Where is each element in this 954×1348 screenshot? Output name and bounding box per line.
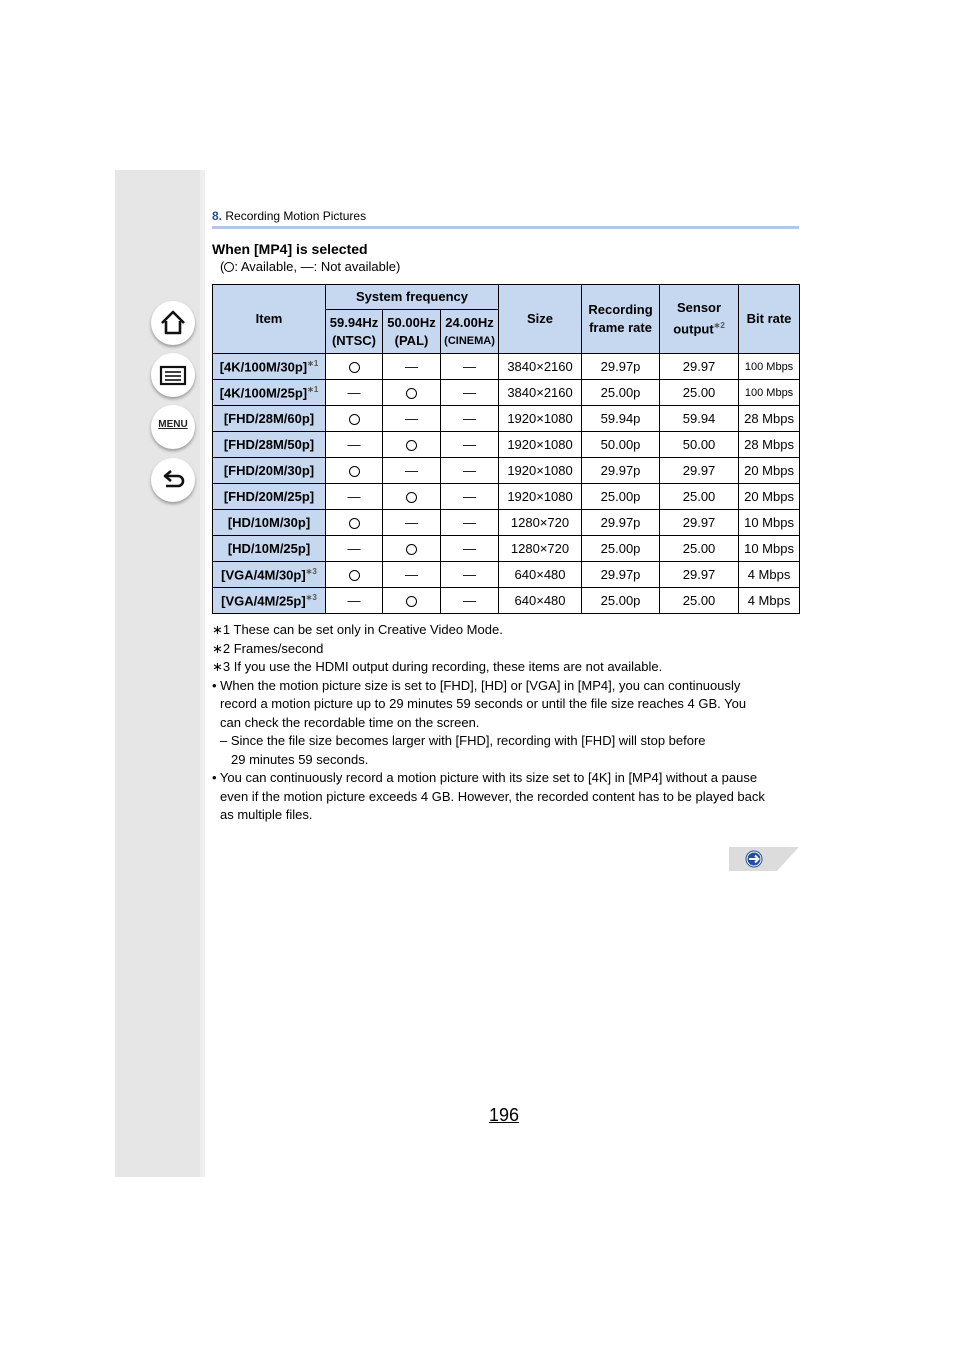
freq-ntsc-cell	[326, 510, 383, 536]
frame-rate-cell: 25.00p	[582, 588, 660, 614]
size-cell: 1280×720	[499, 536, 582, 562]
table-row	[213, 354, 800, 380]
header-item: Item	[213, 285, 326, 354]
bit-rate-cell: 4 Mbps	[739, 588, 800, 614]
available-circle-icon	[349, 414, 360, 425]
frame-rate-cell: 50.00p	[582, 432, 660, 458]
table-row	[213, 562, 800, 588]
header-freq-pal	[383, 310, 441, 354]
item-name: [FHD/20M/30p]	[223, 463, 315, 478]
item-footnote-mark: ∗3	[305, 566, 317, 576]
freq-pal-cell	[383, 458, 441, 484]
bullet-1-line-1: • When the motion picture size is set to [FHD], [HD] or [VGA] in [MP4], you can continuously	[212, 677, 741, 693]
bit-rate-cell: 20 Mbps	[739, 484, 800, 510]
sensor-output-cell: 59.94	[660, 406, 739, 432]
available-circle-icon	[406, 388, 417, 399]
header-cinema-hz: 24.00Hz	[445, 314, 494, 330]
notes	[212, 621, 802, 825]
freq-pal-cell	[383, 588, 441, 614]
table-row	[213, 588, 800, 614]
freq-ntsc-cell	[326, 380, 383, 406]
item-name: [FHD/28M/50p]	[223, 437, 315, 452]
freq-pal-cell	[383, 536, 441, 562]
home-button[interactable]	[151, 301, 195, 345]
not-available-dash: —	[463, 593, 477, 608]
item-name: [FHD/20M/25p]	[223, 489, 315, 504]
list-icon	[159, 361, 187, 389]
header-freq-cinema	[441, 310, 499, 354]
item-footnote-mark: ∗3	[305, 592, 317, 602]
freq-pal-cell	[383, 484, 441, 510]
section-number: 8.	[212, 209, 223, 223]
size-cell: 1920×1080	[499, 484, 582, 510]
available-circle-icon	[349, 570, 360, 581]
size-cell: 640×480	[499, 588, 582, 614]
not-available-dash: —	[405, 411, 418, 426]
sensor-output-cell: 29.97	[660, 510, 739, 536]
header-ntsc-label: (NTSC)	[331, 332, 377, 348]
freq-pal-cell	[383, 432, 441, 458]
bullet-2-line-2: even if the motion picture exceeds 4 GB. However, the recorded content has to be played back	[220, 788, 765, 804]
table-row	[213, 536, 800, 562]
size-cell: 3840×2160	[499, 354, 582, 380]
bit-rate-cell: 100 Mbps	[739, 354, 800, 380]
frame-rate-cell: 25.00p	[582, 536, 660, 562]
sensor-output-cell: 29.97	[660, 354, 739, 380]
sidebar-edge	[200, 170, 205, 1177]
freq-cinema-cell	[441, 536, 499, 562]
section-header	[212, 209, 366, 223]
not-available-dash: —	[463, 463, 477, 478]
header-sensor-line1: Sensor	[676, 300, 722, 316]
header-ntsc-hz: 59.94Hz	[329, 314, 379, 330]
header-bit-rate: Bit rate	[739, 285, 800, 354]
not-available-dash: —	[347, 489, 361, 504]
bit-rate-cell: 28 Mbps	[739, 432, 800, 458]
item-cell	[213, 484, 326, 510]
bit-rate-cell: 20 Mbps	[739, 458, 800, 484]
table-body	[213, 354, 800, 614]
menu-button[interactable]	[151, 405, 195, 449]
frame-rate-cell: 59.94p	[582, 406, 660, 432]
item-cell	[213, 458, 326, 484]
header-recording-frame-rate	[582, 285, 660, 354]
sensor-output-cell: 25.00	[660, 484, 739, 510]
item-cell	[213, 380, 326, 406]
freq-ntsc-cell	[326, 406, 383, 432]
bit-rate-cell: 100 Mbps	[739, 380, 800, 406]
bullet-1-line-2: record a motion picture up to 29 minutes 59 seconds or until the file size reaches 4 GB. You	[220, 696, 747, 711]
not-available-dash: —	[463, 567, 477, 582]
sensor-output-cell: 25.00	[660, 380, 739, 406]
freq-ntsc-cell	[326, 432, 383, 458]
freq-cinema-cell	[441, 458, 499, 484]
size-cell: 640×480	[499, 562, 582, 588]
item-name: [FHD/28M/60p]	[223, 411, 315, 426]
size-cell: 1280×720	[499, 510, 582, 536]
freq-cinema-cell	[441, 588, 499, 614]
frame-rate-cell: 29.97p	[582, 510, 660, 536]
sub-note-line-1: – Since the file size becomes larger with [FHD], recording with [FHD] will stop before	[220, 733, 706, 748]
not-available-dash: —	[463, 515, 477, 530]
not-available-dash: —	[463, 385, 477, 400]
bit-rate-cell: 10 Mbps	[739, 510, 800, 536]
freq-ntsc-cell	[326, 536, 383, 562]
frame-rate-cell: 25.00p	[582, 380, 660, 406]
header-recording-line2: frame rate	[589, 320, 652, 335]
available-circle-icon	[406, 596, 417, 607]
not-available-dash: —	[347, 593, 361, 608]
item-name: [4K/100M/25p]	[219, 385, 308, 401]
sensor-output-cell: 50.00	[660, 432, 739, 458]
not-available-dash: —	[405, 463, 418, 478]
not-available-dash: —	[463, 489, 477, 504]
sensor-output-cell: 29.97	[660, 562, 739, 588]
mp4-settings-table	[212, 284, 800, 614]
not-available-dash: —	[347, 541, 361, 556]
freq-cinema-cell	[441, 354, 499, 380]
header-sensor-output	[660, 285, 739, 354]
item-footnote-mark: ∗1	[307, 358, 319, 368]
freq-ntsc-cell	[326, 354, 383, 380]
header-sensor-line2: output	[673, 321, 714, 337]
item-name: [HD/10M/25p]	[227, 541, 311, 556]
freq-ntsc-cell	[326, 484, 383, 510]
item-name: [VGA/4M/25p]	[221, 593, 306, 609]
freq-pal-cell	[383, 562, 441, 588]
bullet-1-line-3: can check the recordable time on the screen.	[220, 714, 480, 730]
table-row	[213, 458, 800, 484]
item-cell	[213, 510, 326, 536]
table-row	[213, 380, 800, 406]
bit-rate-cell: 4 Mbps	[739, 562, 800, 588]
frame-rate-cell: 29.97p	[582, 354, 660, 380]
freq-pal-cell	[383, 354, 441, 380]
not-available-dash: —	[405, 359, 418, 374]
legend-open: (	[220, 259, 225, 274]
header-cinema-label: (CINEMA)	[444, 334, 495, 347]
footnote-2: ∗2 Frames/second	[212, 640, 324, 656]
bullet-2-line-3: as multiple files.	[220, 807, 313, 822]
item-cell	[213, 562, 326, 588]
size-cell: 1920×1080	[499, 406, 582, 432]
not-available-dash: —	[463, 359, 477, 374]
item-cell	[213, 354, 326, 380]
table-subtitle: When [MP4] is selected	[212, 241, 368, 257]
not-available-dash: —	[463, 437, 477, 452]
home-icon	[159, 309, 187, 337]
freq-cinema-cell	[441, 562, 499, 588]
freq-ntsc-cell	[326, 588, 383, 614]
footnote-1: ∗1 These can be set only in Creative Video Mode.	[212, 622, 503, 637]
contents-button[interactable]	[151, 353, 195, 397]
header-recording-line1: Recording	[588, 302, 653, 317]
header-sensor-footnote: ∗2	[713, 321, 725, 331]
header-pal-hz: 50.00Hz	[387, 314, 436, 330]
table-row	[213, 432, 800, 458]
available-circle-icon	[349, 518, 360, 529]
available-circle-icon	[349, 362, 360, 373]
freq-ntsc-cell	[326, 562, 383, 588]
sensor-output-cell: 25.00	[660, 536, 739, 562]
freq-cinema-cell	[441, 406, 499, 432]
freq-pal-cell	[383, 380, 441, 406]
item-cell	[213, 588, 326, 614]
not-available-dash: —	[463, 411, 477, 426]
freq-cinema-cell	[441, 380, 499, 406]
frame-rate-cell: 25.00p	[582, 484, 660, 510]
freq-cinema-cell	[441, 510, 499, 536]
freq-cinema-cell	[441, 484, 499, 510]
not-available-dash: —	[405, 567, 418, 582]
item-footnote-mark: ∗1	[307, 384, 319, 394]
table-row	[213, 484, 800, 510]
available-circle-icon	[224, 262, 234, 272]
table-row	[213, 510, 800, 536]
item-cell	[213, 432, 326, 458]
available-circle-icon	[406, 544, 417, 555]
available-circle-icon	[406, 492, 417, 503]
item-name: [4K/100M/30p]	[219, 359, 308, 375]
legend-text: : Available, —: Not available)	[234, 259, 401, 274]
frame-rate-cell: 29.97p	[582, 562, 660, 588]
item-cell	[213, 406, 326, 432]
item-name: [HD/10M/30p]	[227, 515, 311, 530]
back-button[interactable]	[151, 458, 195, 502]
header-size: Size	[499, 285, 582, 354]
item-name: [VGA/4M/30p]	[221, 567, 306, 583]
item-cell	[213, 536, 326, 562]
next-page-button[interactable]	[729, 847, 799, 871]
section-title: Recording Motion Pictures	[225, 209, 367, 223]
page-number: 196	[489, 1105, 520, 1125]
bit-rate-cell: 10 Mbps	[739, 536, 800, 562]
table-row	[213, 406, 800, 432]
header-pal-label: (PAL)	[394, 332, 429, 348]
footnote-3: ∗3 If you use the HDMI output during recording, these items are not available.	[212, 659, 663, 674]
not-available-dash: —	[347, 385, 361, 400]
freq-pal-cell	[383, 406, 441, 432]
freq-pal-cell	[383, 510, 441, 536]
header-freq-ntsc	[326, 310, 383, 354]
size-cell: 1920×1080	[499, 458, 582, 484]
available-circle-icon	[349, 466, 360, 477]
availability-legend	[220, 259, 400, 274]
frame-rate-cell: 29.97p	[582, 458, 660, 484]
bit-rate-cell: 28 Mbps	[739, 406, 800, 432]
header-rule	[212, 226, 799, 229]
available-circle-icon	[406, 440, 417, 451]
next-arrow-icon	[729, 847, 799, 871]
not-available-dash: —	[463, 541, 477, 556]
size-cell: 1920×1080	[499, 432, 582, 458]
sensor-output-cell: 25.00	[660, 588, 739, 614]
freq-ntsc-cell	[326, 458, 383, 484]
sub-note-line-2: 29 minutes 59 seconds.	[231, 751, 369, 767]
not-available-dash: —	[405, 515, 418, 530]
not-available-dash: —	[347, 437, 361, 452]
size-cell: 3840×2160	[499, 380, 582, 406]
header-system-frequency: System frequency	[326, 285, 499, 310]
freq-cinema-cell	[441, 432, 499, 458]
menu-label: MENU	[158, 419, 188, 430]
back-arrow-icon	[159, 466, 187, 494]
bullet-2-line-1: • You can continuously record a motion picture with its size set to [4K] in [MP4] without a pause	[212, 770, 758, 785]
sensor-output-cell: 29.97	[660, 458, 739, 484]
